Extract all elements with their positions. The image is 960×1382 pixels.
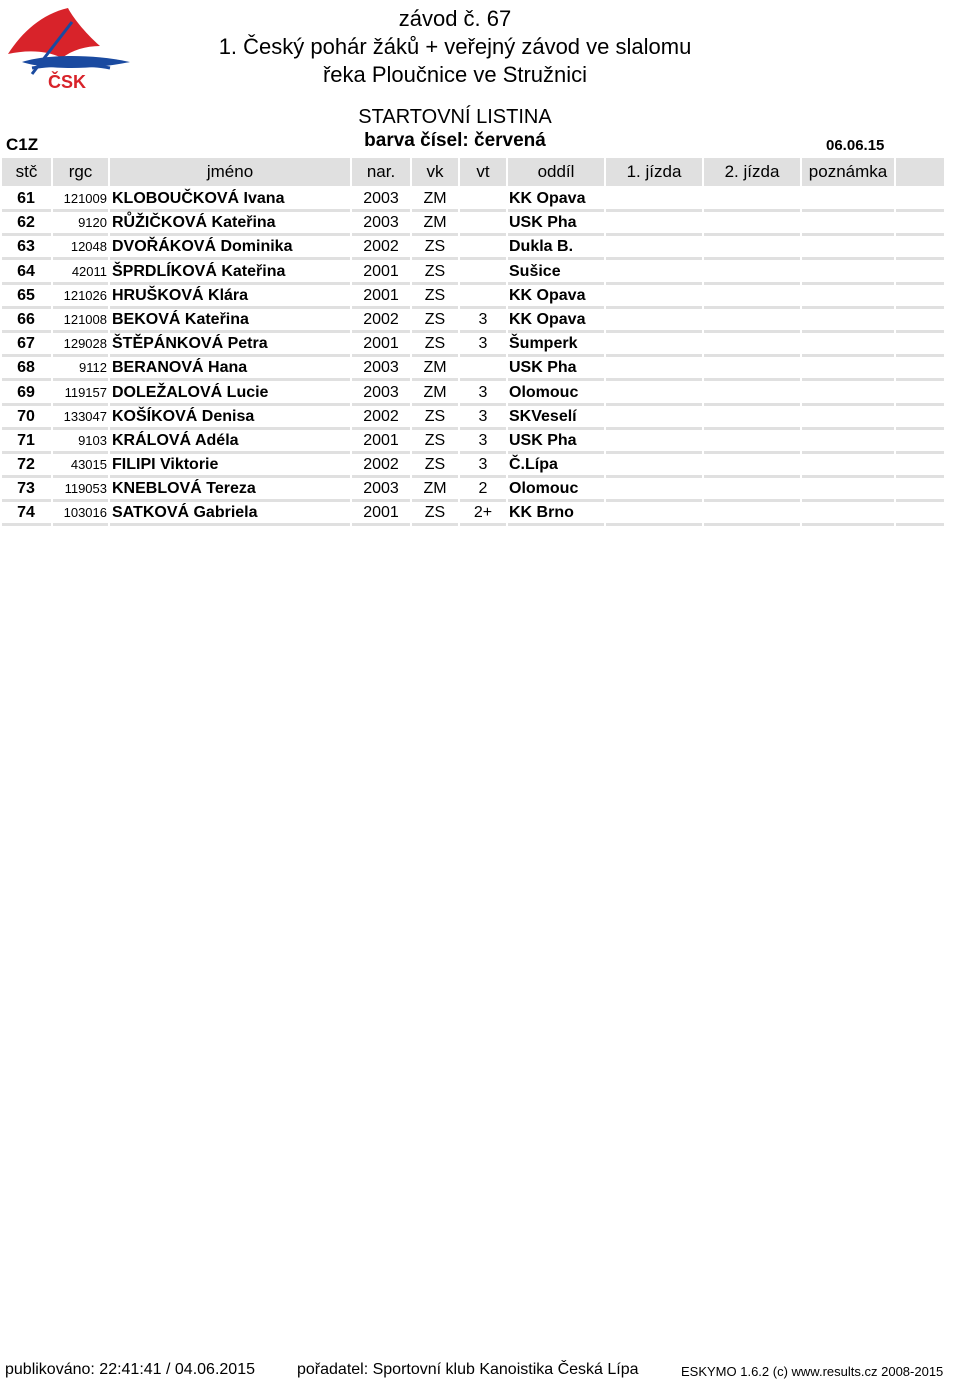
cell-rgc: 103016 (63, 505, 107, 521)
cell-club: Sušice (509, 262, 561, 280)
col-note: poznámka (802, 158, 894, 186)
col-extra (896, 158, 944, 186)
published-info: publikováno: 22:41:41 / 04.06.2015 (5, 1361, 255, 1378)
cell-stc: 72 (17, 456, 35, 474)
cell-rgc: 121009 (63, 191, 107, 206)
cell-stc: 67 (17, 335, 35, 353)
cell-vk: ZS (424, 262, 446, 280)
row-divider (896, 523, 944, 526)
table-row (0, 212, 944, 236)
list-title: STARTOVNÍ LISTINA (358, 106, 552, 128)
col-run2: 2. jízda (704, 158, 800, 186)
cell-club: Olomouc (509, 480, 579, 498)
cell-rgc: 119053 (64, 481, 107, 497)
cell-club: USK Pha (509, 214, 577, 232)
cell-vk: ZS (424, 456, 446, 474)
cell-vt: 3 (478, 335, 488, 353)
cell-name: DVOŘÁKOVÁ Dominika (112, 238, 293, 256)
cell-stc: 74 (17, 504, 35, 522)
cell-club: KK Opava (509, 286, 586, 304)
cell-nar: 2001 (363, 286, 399, 304)
cell-club: Šumperk (509, 335, 578, 353)
row-divider (352, 523, 410, 526)
cell-name: KLOBOUČKOVÁ Ivana (112, 190, 285, 207)
cell-nar: 2002 (363, 238, 399, 256)
cell-club: KK Opava (509, 190, 586, 207)
cell-club: USK Pha (509, 431, 577, 449)
cell-vt: 2 (478, 480, 488, 498)
cell-nar: 2002 (363, 310, 399, 328)
cell-rgc: 42011 (71, 263, 107, 279)
cell-rgc: 129028 (63, 336, 107, 352)
row-divider (2, 523, 51, 526)
col-nar: nar. (352, 158, 410, 186)
cell-stc: 63 (17, 238, 35, 256)
table-row (0, 333, 944, 357)
table-row (0, 309, 944, 333)
cell-club: Dukla B. (509, 238, 574, 256)
cell-nar: 2001 (363, 335, 399, 353)
cell-stc: 69 (17, 383, 35, 401)
cell-vk: ZM (423, 383, 447, 401)
cell-stc: 64 (17, 262, 35, 280)
cell-vk: ZM (423, 480, 447, 498)
organizer-info: pořadatel: Sportovní klub Kanoistika Česká Lípa (297, 1361, 639, 1378)
cell-nar: 2003 (363, 383, 399, 401)
table-row (0, 188, 944, 212)
cell-vt: 3 (478, 310, 488, 328)
cell-nar: 2002 (363, 456, 399, 474)
cell-name: ŠTĚPÁNKOVÁ Petra (112, 335, 268, 353)
cell-rgc: 12048 (70, 239, 107, 255)
cell-name: DOLEŽALOVÁ Lucie (112, 383, 269, 401)
cell-vk: ZS (424, 431, 446, 449)
cell-name: HRUŠKOVÁ Klára (112, 286, 249, 304)
table-row (0, 502, 944, 526)
cell-stc: 73 (17, 480, 35, 498)
row-divider (802, 523, 894, 526)
cell-stc: 65 (17, 286, 35, 304)
table-header (0, 158, 944, 186)
table-row (0, 406, 944, 430)
table-row (0, 236, 944, 260)
cell-nar: 2001 (363, 431, 399, 449)
col-vt: vt (460, 158, 506, 186)
row-divider (53, 523, 108, 526)
cell-rgc: 121008 (63, 311, 107, 327)
cell-stc: 62 (17, 214, 35, 232)
row-divider (412, 523, 458, 526)
cell-nar: 2001 (363, 504, 399, 522)
cell-rgc: 9112 (79, 360, 107, 376)
row-divider (110, 523, 350, 526)
cell-stc: 71 (17, 431, 35, 449)
logo-text: ČSK (48, 72, 87, 92)
cell-stc: 70 (17, 407, 35, 425)
cell-rgc: 121026 (63, 287, 107, 303)
cell-nar: 2002 (363, 407, 399, 425)
cell-name: KOŠÍKOVÁ Denisa (112, 407, 255, 425)
cell-name: BEKOVÁ Kateřina (112, 310, 249, 328)
race-location: řeka Ploučnice ve Stružnici (322, 62, 588, 87)
cell-vt: 3 (478, 407, 488, 425)
table-row (0, 285, 944, 309)
cell-nar: 2003 (363, 190, 399, 207)
software-info: ESKYMO 1.6.2 (c) www.results.cz 2008-2015 (681, 1364, 944, 1379)
table-row (0, 454, 944, 478)
cell-name: FILIPI Viktorie (112, 456, 219, 474)
race-title: 1. Český pohár žáků + veřejný závod ve slalomu (218, 34, 692, 59)
cell-stc: 68 (17, 359, 35, 377)
row-divider (606, 523, 702, 526)
col-run1: 1. jízda (606, 158, 702, 186)
col-vk: vk (412, 158, 458, 186)
cell-name: ŠPRDLÍKOVÁ Kateřina (112, 262, 286, 280)
row-divider (460, 523, 506, 526)
cell-nar: 2003 (363, 359, 399, 377)
table-row (0, 357, 944, 381)
table-row (0, 478, 944, 502)
row-divider (508, 523, 604, 526)
cell-name: BERANOVÁ Hana (112, 359, 248, 377)
cell-club: KK Opava (509, 310, 586, 328)
cell-vt: 3 (478, 456, 488, 474)
cell-vk: ZS (424, 504, 446, 522)
cell-vt: 2+ (473, 504, 493, 522)
table-row (0, 261, 944, 285)
cell-rgc: 9120 (78, 215, 107, 231)
cell-name: SATKOVÁ Gabriela (112, 504, 258, 522)
cell-club: KK Brno (509, 504, 574, 522)
col-name: jméno (110, 158, 350, 186)
cell-vk: ZM (423, 214, 447, 232)
category: C1Z (6, 135, 39, 154)
cell-club: SKVeselí (509, 407, 577, 425)
cell-nar: 2003 (363, 214, 399, 232)
cell-vk: ZS (424, 310, 446, 328)
race-number: závod č. 67 (398, 6, 512, 31)
cell-stc: 61 (17, 190, 35, 207)
cell-rgc: 43015 (70, 457, 107, 473)
cell-vk: ZS (424, 286, 446, 304)
cell-rgc: 119157 (64, 384, 107, 400)
cell-nar: 2001 (363, 262, 399, 280)
cell-vk: ZS (424, 335, 446, 353)
row-divider (704, 523, 800, 526)
cell-club: Č.Lípa (509, 456, 558, 474)
cell-vk: ZS (424, 238, 446, 256)
cell-vt: 3 (478, 383, 488, 401)
cell-name: KNEBLOVÁ Tereza (112, 480, 256, 498)
cell-vk: ZM (423, 359, 447, 377)
cell-rgc: 133047 (63, 408, 107, 424)
cell-nar: 2003 (363, 480, 399, 498)
start-list (0, 188, 944, 527)
col-stc: stč (2, 158, 51, 186)
cell-rgc: 9103 (78, 432, 107, 448)
race-date: 06.06.15 (826, 137, 885, 154)
number-color: barva čísel: červená (364, 130, 546, 151)
cell-name: RŮŽIČKOVÁ Kateřina (112, 214, 276, 232)
cell-vk: ZS (424, 407, 446, 425)
col-club: oddíl (508, 158, 604, 186)
col-rgc: rgc (53, 158, 108, 186)
cell-stc: 66 (17, 310, 35, 328)
cell-name: KRÁLOVÁ Adéla (112, 431, 239, 449)
cell-vt: 3 (478, 431, 488, 449)
table-row (0, 382, 944, 406)
cell-club: USK Pha (509, 359, 577, 377)
table-row (0, 430, 944, 454)
cell-club: Olomouc (509, 383, 579, 401)
cell-vk: ZM (423, 190, 447, 207)
